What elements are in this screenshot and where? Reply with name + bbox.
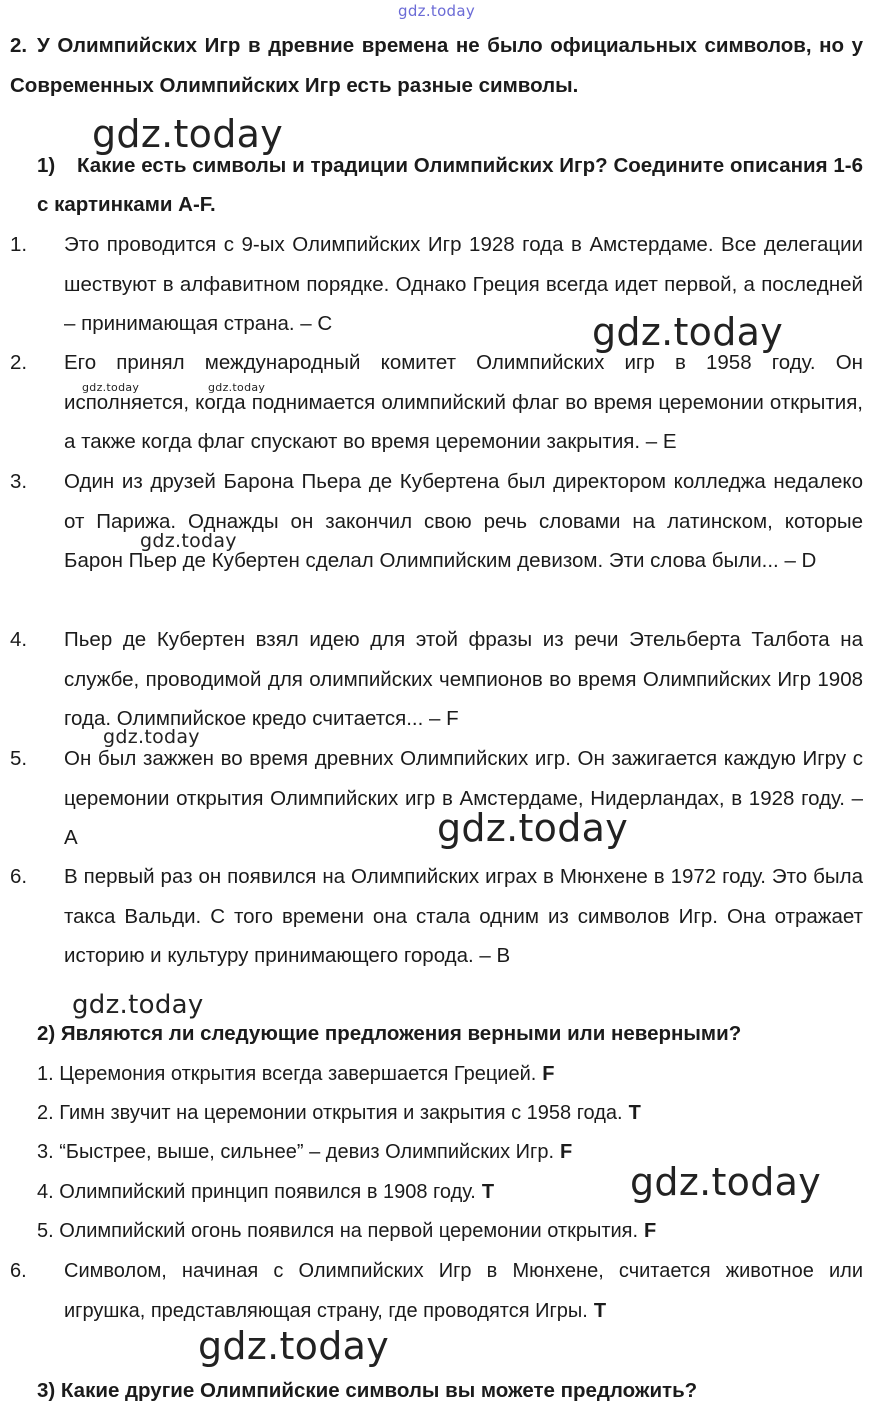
watermark: gdz.today xyxy=(103,726,200,748)
item-label: 6. xyxy=(10,1260,27,1282)
item-text: Его принял международный комитет Олимпийских игр в 1958 году. Он исполняется, когда поднимается олимпийский флаг во время церемонии открытия, а также когда флаг спускают во время церемонии закрытия. – E xyxy=(64,351,863,453)
watermark: gdz.today xyxy=(198,1324,390,1368)
item-label: 4. xyxy=(37,1181,54,1203)
watermark: gdz.today xyxy=(72,990,204,1020)
watermark: gdz.today xyxy=(82,381,140,394)
watermark: gdz.today xyxy=(92,112,284,156)
watermark-top: gdz.today xyxy=(398,2,476,20)
part1-item-6 xyxy=(10,857,863,976)
part1-question-text: Какие есть символы и традиции Олимпийских Игр? Соедините описания 1-6 с картинками A-F. xyxy=(37,154,863,216)
part2-item-6 xyxy=(10,1252,863,1331)
part2-item-2 xyxy=(37,1094,863,1134)
item-text: Гимн звучит на церемонии открытия и закрытия с 1958 года. xyxy=(59,1102,623,1124)
item-label: 2. xyxy=(10,351,28,374)
answer-mark: T xyxy=(593,1299,607,1322)
answer-mark: T xyxy=(481,1181,495,1203)
part1-number: 1) xyxy=(37,154,56,177)
answer-mark: F xyxy=(644,1220,657,1242)
item-text: Символом, начиная с Олимпийских Игр в Мюнхене, считается животное или игрушка, представляющая страну, где проводятся Игры. xyxy=(64,1260,863,1322)
item-label: 1. xyxy=(37,1063,54,1085)
part2-item-1 xyxy=(37,1055,863,1095)
item-text: Церемония открытия всегда завершается Грецией. xyxy=(59,1063,537,1085)
part1-item-3 xyxy=(10,462,863,581)
part2-item-5 xyxy=(37,1212,863,1252)
watermark: gdz.today xyxy=(437,806,629,850)
part1-item-4 xyxy=(10,620,863,739)
watermark: gdz.today xyxy=(208,381,266,394)
watermark: gdz.today xyxy=(592,310,784,354)
answer-mark: F xyxy=(560,1141,573,1163)
item-label: 1. xyxy=(10,233,28,256)
watermark: gdz.today xyxy=(140,530,237,552)
item-text: Пьер де Кубертен взял идею для этой фразы из речи Этельберта Талбота на службе, проводимой для олимпийских чемпионов во время Олимпийских Игр 1908 года. Олимпийское кредо считается... – F xyxy=(64,628,863,730)
item-text: Олимпийский принцип появился в 1908 году. xyxy=(59,1181,476,1203)
item-text: В первый раз он появился на Олимпийских играх в Мюнхене в 1972 году. Это была такса Вальди. С того времени она стала одним из символов Игр. Она отражает историю и культуру принимающего города. – B xyxy=(64,865,863,967)
item-label: 3. xyxy=(37,1141,54,1163)
part2-item-4 xyxy=(37,1173,863,1213)
item-label: 2. xyxy=(37,1102,54,1124)
item-text: “Быстрее, выше, сильнее” – девиз Олимпийских Игр. xyxy=(59,1141,555,1163)
item-label: 5. xyxy=(10,747,28,770)
part1-question xyxy=(37,146,863,224)
item-label: 5. xyxy=(37,1220,54,1242)
task-heading xyxy=(10,26,863,106)
item-label: 6. xyxy=(10,865,28,888)
watermark: gdz.today xyxy=(630,1160,822,1204)
item-text: Он был зажжен во время древних Олимпийских игр. Он зажигается каждую Игру с церемонии открытия Олимпийских игр в Амстердаме, Нидерландах, в 1928 году. – A xyxy=(64,747,863,849)
item-text: Олимпийский огонь появился на первой церемонии открытия. xyxy=(59,1220,639,1242)
part3-question: 3) Какие другие Олимпийские символы вы можете предложить? xyxy=(37,1379,698,1402)
item-text: Это проводится с 9-ых Олимпийских Игр 1928 года в Амстердаме. Все делегации шествуют в алфавитном порядке. Однако Греция всегда идет первой, а последней – принимающая страна. – C xyxy=(64,233,863,335)
part1-item-2 xyxy=(10,343,863,462)
item-label: 4. xyxy=(10,628,28,651)
answer-mark: T xyxy=(628,1102,641,1124)
task-text: У Олимпийских Игр в древние времена не было официальных символов, но у Современных Олимпийских Игр есть разные символы. xyxy=(10,34,863,97)
task-number: 2. xyxy=(10,34,28,57)
item-label: 3. xyxy=(10,470,28,493)
answer-mark: F xyxy=(542,1063,555,1085)
item-text: Один из друзей Барона Пьера де Кубертена был директором колледжа недалеко от Парижа. Однажды он закончил свою речь словами на латинском, которые Барон Пьер де Кубертен сделал Олимпийским девизом. Эти слова были... – D xyxy=(64,470,863,572)
part2-question: 2) Являются ли следующие предложения верными или неверными? xyxy=(37,1022,742,1045)
